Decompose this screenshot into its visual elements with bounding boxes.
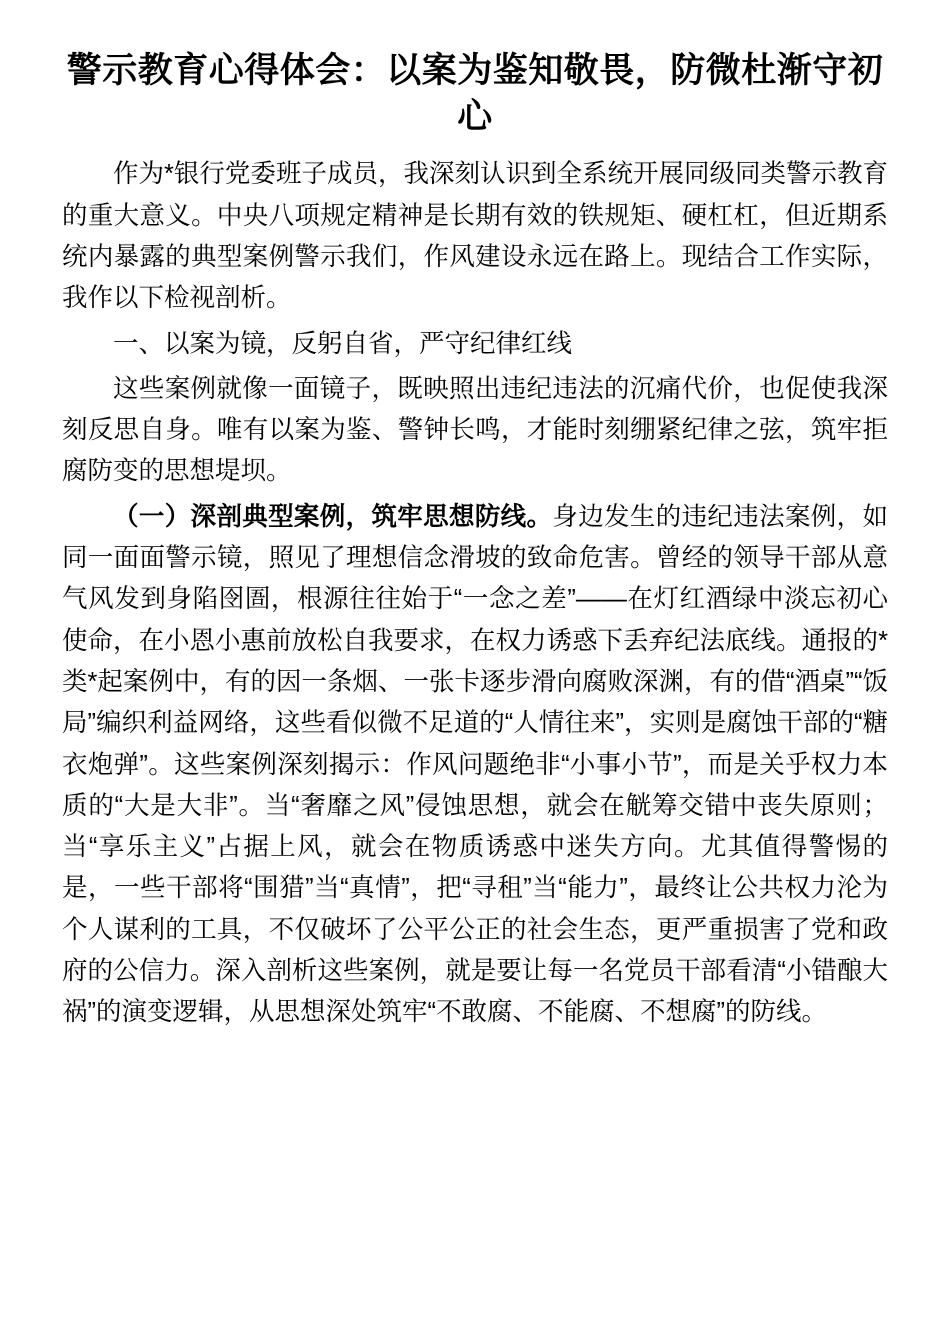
paragraph-section-1-body: 这些案例就像一面镜子，既映照出违纪违法的沉痛代价，也促使我深刻反思自身。唯有以案为鉴、警钟长鸣，才能时刻绷紧纪律之弦，筑牢拒腐防变的思想堤坝。 [62,374,888,486]
subsection-lead-label: （一）深剖典型案例，筑牢思想防线。 [113,502,553,531]
page-title: 警示教育心得体会：以案为鉴知敬畏，防微杜渐守初心 [66,51,884,137]
section-heading-1: 一、以案为镜，反躬自省，严守纪律红线 [113,329,573,358]
paragraph-subsection-1 [62,497,888,1034]
subsection-body-text: 身边发生的违纪违法案例，如同一面面警示镜，照见了理想信念滑坡的致命危害。曾经的领导干部从意气风发到身陷囹圄，根源往往始于“一念之差”——在灯红酒绿中淡忘初心使命，在小恩小惠前放松自我要求，在权力诱惑下丢弃纪法底线。通报的*类*起案例中，有的因一条烟、一张卡逐步滑向腐败深渊，有的借“酒桌”“饭局”编织利益网络，这些看似微不足道的“人情往来”，实则是腐蚀干部的“糖衣炮弹”。这些案例深刻揭示：作风问题绝非“小事小节”，而是关乎权力本质的“大是大非”。当“奢靡之风”侵蚀思想，就会在觥筹交错中丧失原则；当“享乐主义”占据上风，就会在物质诱惑中迷失方向。尤其值得警惕的是，一些干部将“围猎”当“真情”，把“寻租”当“能力”，最终让公共权力沦为个人谋利的工具，不仅破坏了公平公正的社会生态，更严重损害了党和政府的公信力。深入剖析这些案例，就是要让每一名党员干部看清“小错酿大祸”的演变逻辑，从思想深处筑牢“不敢腐、不能腐、不想腐”的防线。 [62,502,888,1027]
paragraph-intro: 作为*银行党委班子成员，我深刻认识到全系统开展同级同类警示教育的重大意义。中央八项规定精神是长期有效的铁规矩、硬杠杠，但近期系统内暴露的典型案例警示我们，作风建设永远在路上。现结合工作实际，我作以下检视剖析。 [62,160,888,313]
